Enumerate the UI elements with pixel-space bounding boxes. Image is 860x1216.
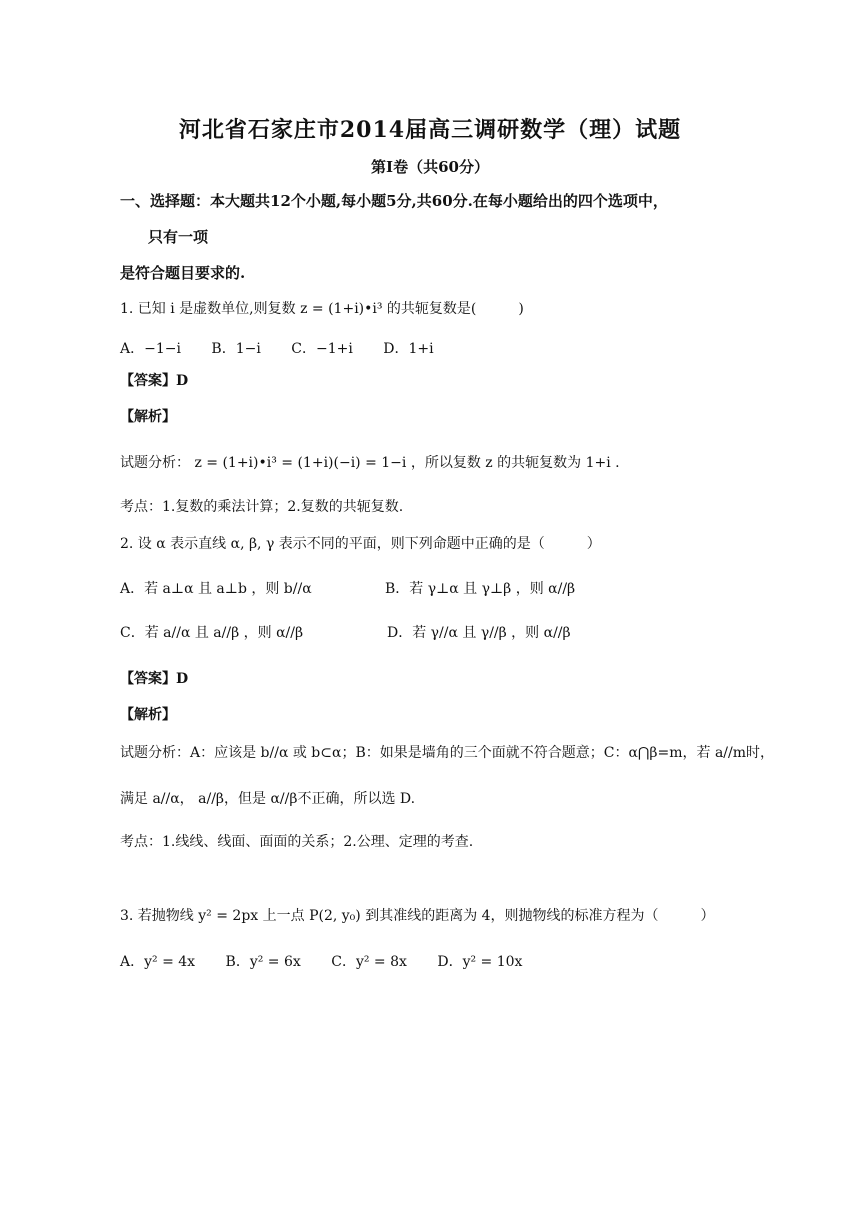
document-title: 河北省石家庄市2014届高三调研数学（理）试题	[178, 117, 682, 143]
question-2-answer: 【答案】D	[120, 671, 189, 687]
question-2-analysis-line-2: 满足 a//α， a//β，但是 α//β不正确，所以选 D.	[120, 791, 416, 807]
question-3-stem: 3. 若抛物线 y² = 2px 上一点 P(2, y₀) 到其准线的距离为 4，则抛物线的标准方程为（ ）	[120, 908, 715, 924]
question-2-points: 考点：1.线线、线面、面面的关系；2.公理、定理的考查.	[120, 834, 474, 850]
question-1-option-a: A．−1−i	[120, 341, 181, 357]
question-1-options	[120, 338, 460, 358]
question-3-option-a: A．y² = 4x	[120, 954, 196, 970]
question-1-points: 考点：1.复数的乘法计算；2.复数的共轭复数.	[120, 499, 404, 515]
question-1-option-b: B．1−i	[211, 341, 261, 357]
question-2-option-d: D．若 γ//α 且 γ//β ，则 α//β	[387, 625, 571, 641]
question-2-stem: 2. 设 α 表示直线 α, β, γ 表示不同的平面，则下列命题中正确的是（ ）	[120, 536, 601, 552]
question-1-stem: 1. 已知 i 是虚数单位,则复数 z = (1+i)•i³ 的共轭复数是( )	[120, 301, 524, 317]
question-1-option-d: D．1+i	[383, 341, 434, 357]
question-3-options	[120, 951, 548, 971]
question-2-option-c: C．若 a//α 且 a//β ，则 α//β	[120, 625, 304, 641]
section-header-line-2: 只有一项	[148, 228, 209, 246]
question-3-option-c: C．y² = 8x	[331, 954, 407, 970]
question-2-analysis-line-1: 试题分析：A：应该是 b//α 或 b⊂α；B：如果是墙角的三个面就不符合题意；C：α⋂β=m，若 a//m时，	[120, 745, 774, 761]
question-1-answer: 【答案】D	[120, 373, 189, 389]
section-header-line-1: 一、选择题：本大题共12个小题,每小题5分,共60分.在每小题给出的四个选项中，	[120, 192, 668, 210]
question-3-option-b: B．y² = 6x	[225, 954, 301, 970]
question-1-analysis: 试题分析： z = (1+i)•i³ = (1+i)(−i) = 1−i ，所以复数 z 的共轭复数为 1+i .	[120, 455, 620, 471]
question-2-analysis-label: 【解析】	[120, 707, 176, 723]
question-1-option-c: C．−1+i	[291, 341, 353, 357]
question-1-analysis-label: 【解析】	[120, 409, 176, 425]
document-subtitle: 第Ⅰ卷（共60分）	[371, 158, 489, 176]
question-3-option-d: D．y² = 10x	[437, 954, 523, 970]
question-2-option-b: B．若 γ⊥α 且 γ⊥β ，则 α//β	[385, 581, 576, 597]
question-2-option-a: A．若 a⊥α 且 a⊥b ，则 b//α	[120, 581, 312, 597]
section-header-line-3: 是符合题目要求的.	[120, 264, 246, 282]
